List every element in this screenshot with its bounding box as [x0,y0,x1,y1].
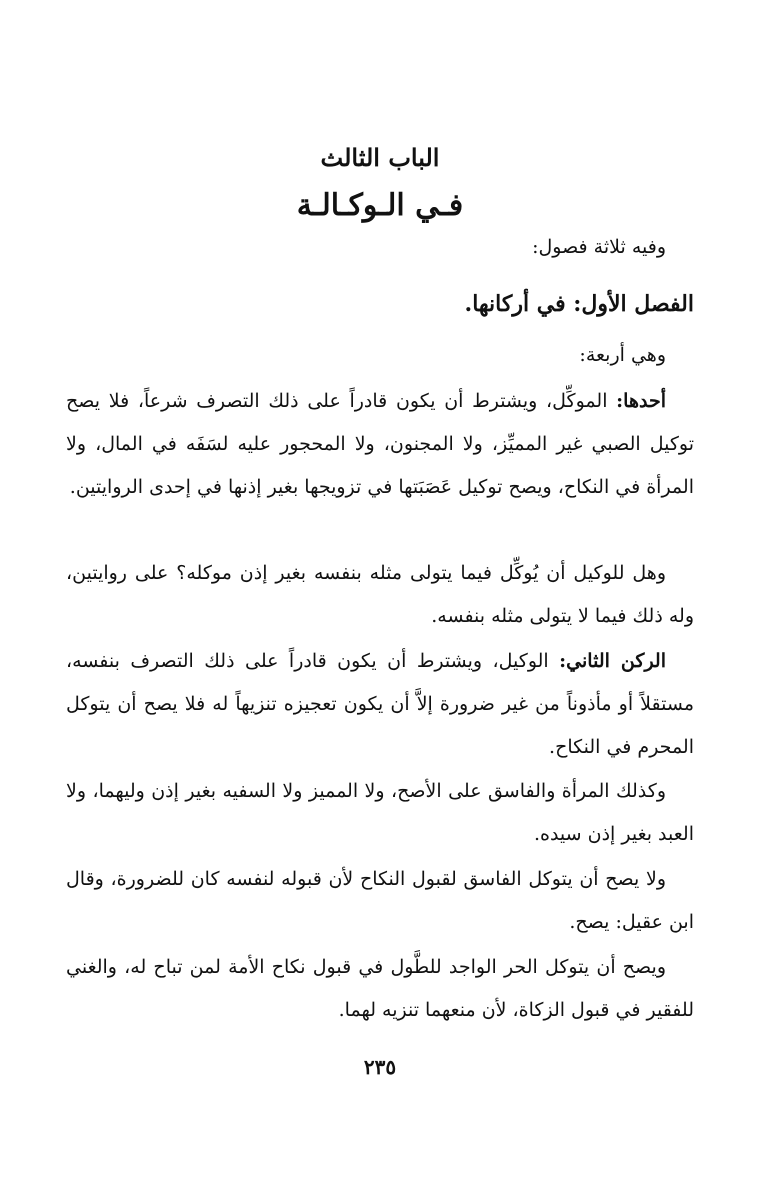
paragraph-5 [66,858,694,944]
chapter-subtitle: فـي الـوكـالـة [296,188,464,223]
paragraph-text: وكذلك المرأة والفاسق على الأصح، ولا المميز ولا السفيه بغير إذن وليهما، ولا العبد بغير إذن سيده. [66,780,694,845]
page-number: ٢٣٥ [363,1055,397,1079]
paragraph-6 [66,946,694,1032]
paragraph-text: ولا يصح أن يتوكل الفاسق لقبول النكاح لأن قبوله لنفسه كان للضرورة، وقال ابن عقيل: يصح. [66,868,694,933]
paragraph-lead: الركن الثاني: [559,650,666,672]
paragraph-3 [66,640,694,769]
paragraph-4 [66,770,694,856]
chapter-intro: وفيه ثلاثة فصول: [532,236,666,258]
paragraph-text: الوكيل، ويشترط أن يكون قادراً على ذلك التصرف بنفسه، مستقلاً أو مأذوناً من غير ضرورة إلاَّ أن يكون تعجيزه تنزيهاً له فلا يصح أن يتوكل المحرم في النكاح. [66,650,694,758]
paragraph-text: وهل للوكيل أن يُوكِّل فيما يتولى مثله بنفسه بغير إذن موكله؟ على روايتين، وله ذلك فيما لا يتولى مثله بنفسه. [66,562,694,627]
paragraph-text: الموكِّل، ويشترط أن يكون قادراً على ذلك التصرف شرعاً، فلا يصح توكيل الصبي غير المميِّز، ولا المجنون، ولا المحجور عليه لسَفَه في المال، ولا المرأة في النكاح، ويصح توكيل عَصَبَتها في تزويجها بغير إذنها في إحدى الروايتين. [66,390,694,498]
chapter-title: الباب الثالث [320,143,440,172]
section-heading: الفصل الأول: في أركانها. [464,291,694,317]
paragraph-lead: أحدها: [616,390,666,412]
paragraph-text: ويصح أن يتوكل الحر الواجد للطَّول في قبول نكاح الأمة لمن تباح له، والغني للفقير في قبول الزكاة، لأن منعهما تنزيه لهما. [66,956,694,1021]
paragraph-2 [66,552,694,638]
paragraph-1 [66,380,694,509]
section-intro: وهي أربعة: [579,344,666,366]
